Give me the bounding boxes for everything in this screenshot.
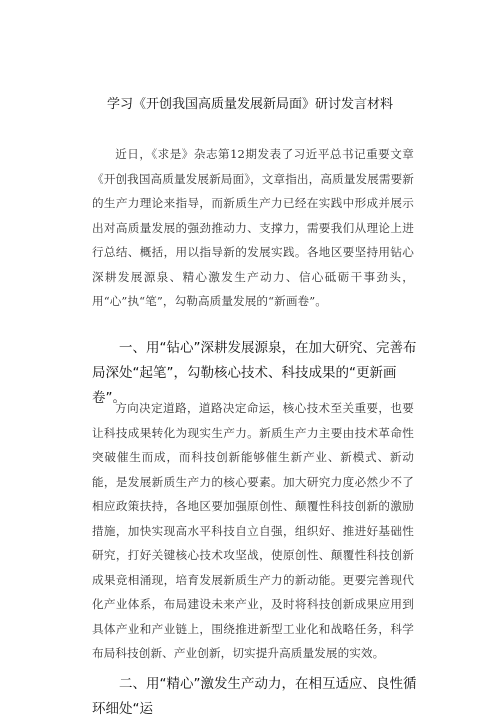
- intro-paragraph: 近日，《求是》杂志第12期发表了习近平总书记重要文章《开创我国高质量发展新局面》，文章指出，高质量发展需要新的生产力理论来指导，而新质生产力已经在实践中形成并展示出对高质量发展的强劲推动力、支撑力，需要我们从理论上进行总结、概括，用以指导新的发展实践。各地区要坚持用钻心深耕发展源泉、精心激发生产动力、信心砥砺干事劲头，用“心”执“笔”，勾勒高质量发展的“新画卷”。: [92, 147, 414, 308]
- section-1-paragraph: 方向决定道路，道路决定命运，核心技术至关重要，也要让科技成果转化为现实生产力。新质生产力主要由技术革命性突破催生而成，而科技创新能够催生新产业、新模式、新动能，是发展新质生产力的核心要素。加大研究力度必然少不了相应政策扶持，各地区要加强原创性、颠覆性科技创新的激励措施，加快实现高水平科技自立自强，组织好、推进好基础性研究，打好关键核心技术攻坚战，使原创性、颠覆性科技创新成果竞相涌现，培育发展新质生产力的新动能。更要完善现代化产业体系，布局建设未来产业，及时将科技创新成果应用到具体产业和产业链上，围绕推进新型工业化和战略任务，科学布局科技创新、产业创新，切实提升高质量发展的实效。: [92, 401, 414, 660]
- document-title: 学习《开创我国高质量发展新局面》研讨发言材料: [106, 97, 393, 112]
- section-2-heading: 二、用“精心”激发生产动力，在相互适应、良性循环细处“运: [92, 676, 417, 717]
- section-1-heading: 一、用“钻心”深耕发展源泉，在加大研究、完善布局深处“起笔”，勾勒核心技术、科技成果的“更新画卷”。: [92, 340, 417, 406]
